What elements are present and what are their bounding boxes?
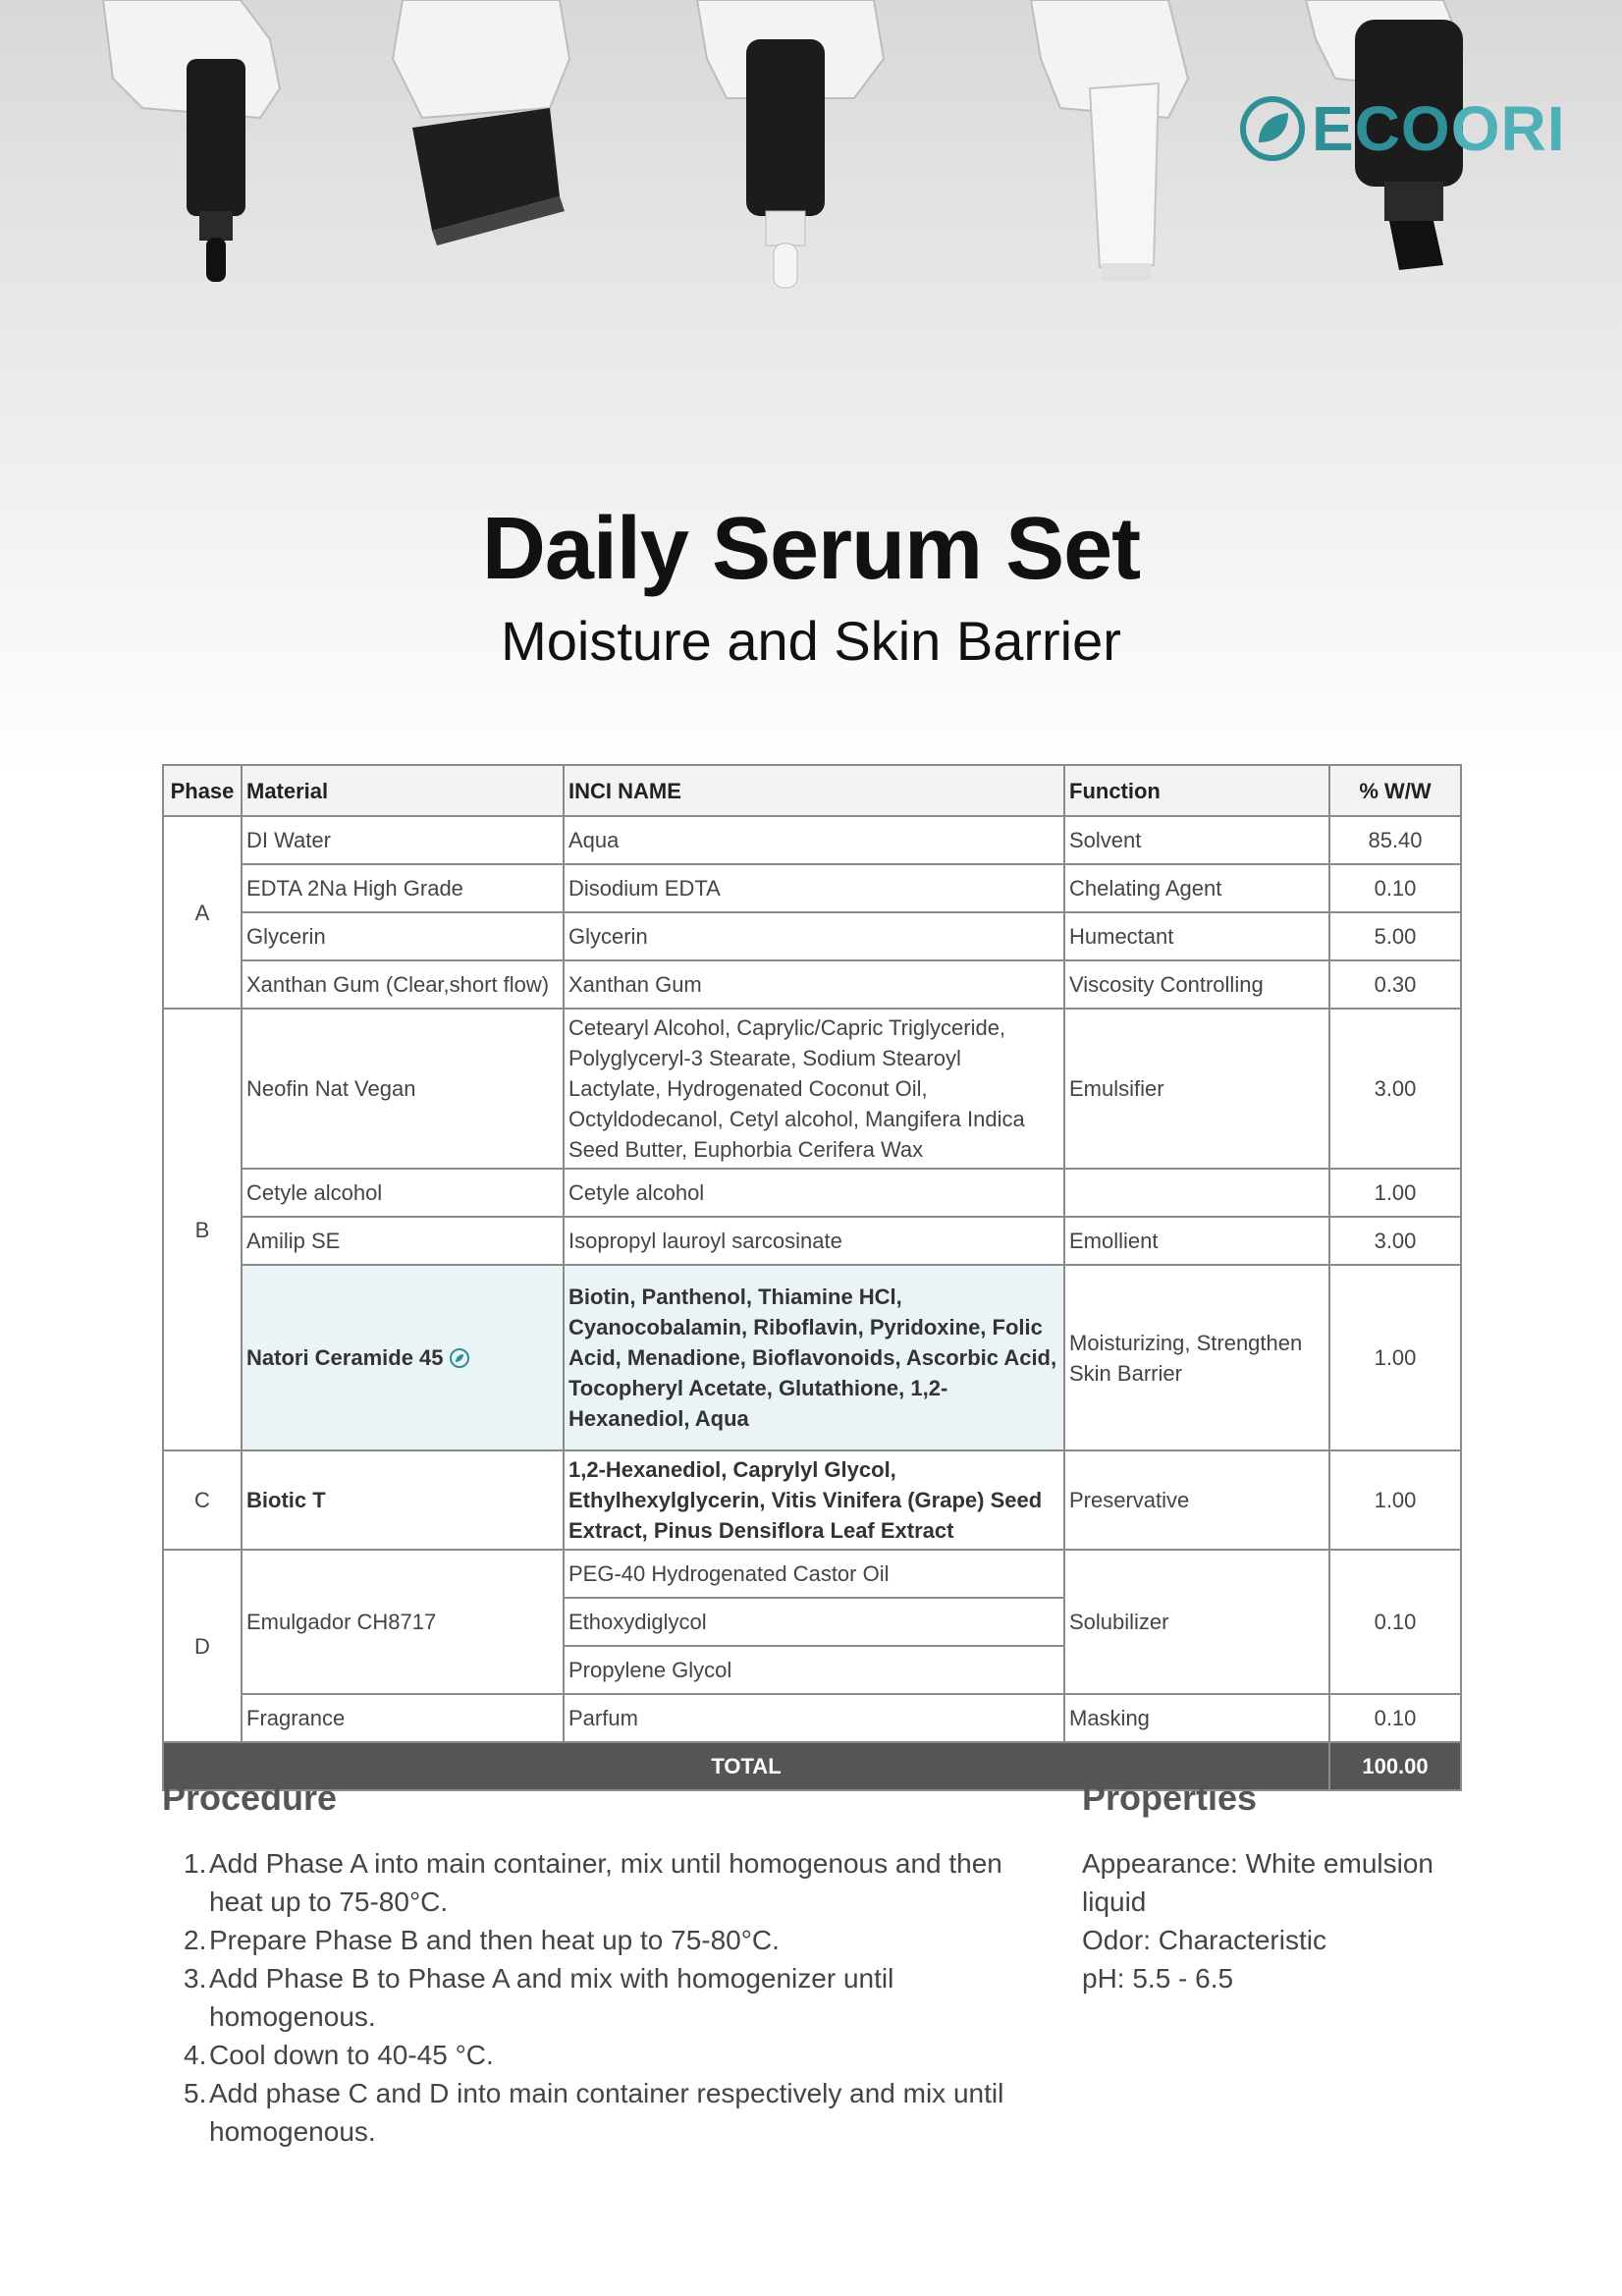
step-text: Add phase C and D into main container respectively and mix until homogenous.	[209, 2078, 1004, 2147]
inci-cell: PEG-40 Hydrogenated Castor Oil	[564, 1550, 1064, 1598]
ww-cell: 0.10	[1329, 864, 1461, 912]
inci-cell: Xanthan Gum	[564, 960, 1064, 1009]
function-cell: Moisturizing, Strengthen Skin Barrier	[1064, 1265, 1329, 1450]
step-text: Add Phase B to Phase A and mix with homogenizer until homogenous.	[209, 1963, 894, 2032]
table-row	[163, 960, 1461, 1009]
table-row	[163, 1217, 1461, 1265]
function-cell: Preservative	[1064, 1450, 1329, 1550]
step-number: 3.	[184, 1963, 207, 1994]
material-cell: Cetyle alcohol	[242, 1169, 564, 1217]
material-cell: EDTA 2Na High Grade	[242, 864, 564, 912]
ww-cell: 0.10	[1329, 1694, 1461, 1742]
inci-cell: Disodium EDTA	[564, 864, 1064, 912]
inci-cell: Cetearyl Alcohol, Caprylic/Capric Triglyceride, Polyglyceryl-3 Stearate, Sodium Stearoyl Lactylate, Hydrogenated Coconut Oil, Octyldodecanol, Cetyl alcohol, Mangifera Indica Seed Butter, Euphorbia Cerifera Wax	[564, 1009, 1064, 1169]
step-number: 5.	[184, 2078, 207, 2108]
logo-text-ori: ORI	[1450, 93, 1566, 164]
table-row	[163, 1694, 1461, 1742]
table-row	[163, 912, 1461, 960]
function-cell: Viscosity Controlling	[1064, 960, 1329, 1009]
material-cell: DI Water	[242, 816, 564, 864]
step-text: Prepare Phase B and then heat up to 75-80°C.	[209, 1925, 780, 1955]
procedure-step	[162, 2074, 1046, 2151]
ww-cell: 5.00	[1329, 912, 1461, 960]
procedure-step	[162, 2036, 1046, 2074]
procedure-step	[162, 1959, 1046, 2036]
hand-with-dropper-bottle-image	[83, 0, 309, 295]
table-row	[163, 1009, 1461, 1169]
procedure-step	[162, 1921, 1046, 1959]
step-text: Cool down to 40-45 °C.	[209, 2040, 494, 2070]
logo-text-eco: ECO	[1312, 93, 1451, 164]
inci-cell: Aqua	[564, 816, 1064, 864]
header-inci: INCI NAME	[564, 765, 1064, 816]
ecoori-logo	[1239, 90, 1565, 167]
material-cell: Xanthan Gum (Clear,short flow)	[242, 960, 564, 1009]
material-cell: Glycerin	[242, 912, 564, 960]
function-cell	[1064, 1169, 1329, 1217]
ww-cell: 3.00	[1329, 1217, 1461, 1265]
procedure-list	[162, 1844, 1046, 2151]
inci-cell: Ethoxydiglycol	[564, 1598, 1064, 1646]
material-cell: Fragrance	[242, 1694, 564, 1742]
logo-wordmark	[1312, 93, 1566, 164]
inci-cell: Glycerin	[564, 912, 1064, 960]
inci-cell: Parfum	[564, 1694, 1064, 1742]
header-function: Function	[1064, 765, 1329, 816]
total-value: 100.00	[1329, 1742, 1461, 1790]
function-cell: Solubilizer	[1064, 1550, 1329, 1694]
function-cell: Humectant	[1064, 912, 1329, 960]
hand-with-tube-image	[1021, 0, 1217, 295]
phase-d-cell: D	[163, 1550, 242, 1742]
table-row	[163, 1169, 1461, 1217]
phase-a-cell: A	[163, 816, 242, 1009]
function-cell: Emollient	[1064, 1217, 1329, 1265]
ww-cell: 0.30	[1329, 960, 1461, 1009]
total-row	[163, 1742, 1461, 1790]
hand-with-serum-bottle-image	[687, 0, 893, 295]
header-phase: Phase	[163, 765, 242, 816]
table-row	[163, 864, 1461, 912]
inci-cell: Biotin, Panthenol, Thiamine HCl, Cyanocobalamin, Riboflavin, Pyridoxine, Folic Acid, Menadione, Bioflavonoids, Ascorbic Acid, Tocopheryl Acetate, Glutathione, 1,2-Hexanediol, Aqua	[564, 1265, 1064, 1450]
step-number: 2.	[184, 1925, 207, 1955]
ww-cell: 1.00	[1329, 1265, 1461, 1450]
material-cell: Amilip SE	[242, 1217, 564, 1265]
function-cell: Emulsifier	[1064, 1009, 1329, 1169]
material-name: Natori Ceramide 45	[246, 1345, 444, 1370]
function-cell: Chelating Agent	[1064, 864, 1329, 912]
function-cell: Solvent	[1064, 816, 1329, 864]
properties-heading: Properties	[1082, 1777, 1258, 1818]
hero-banner	[0, 0, 1622, 776]
table-header-row	[163, 765, 1461, 816]
total-label: TOTAL	[163, 1742, 1329, 1790]
material-cell	[242, 1265, 564, 1450]
ww-cell: 1.00	[1329, 1450, 1461, 1550]
table-row-highlighted	[163, 1265, 1461, 1450]
function-cell: Masking	[1064, 1694, 1329, 1742]
inci-cell: Propylene Glycol	[564, 1646, 1064, 1694]
table-row	[163, 816, 1461, 864]
properties-list	[1082, 1844, 1475, 1997]
hand-with-jar-image	[363, 0, 589, 255]
property-odor: Odor: Characteristic	[1082, 1925, 1326, 1955]
page-title: Daily Serum Set	[481, 500, 1141, 598]
step-number: 4.	[184, 2040, 207, 2070]
ww-cell: 3.00	[1329, 1009, 1461, 1169]
inci-cell: Cetyle alcohol	[564, 1169, 1064, 1217]
material-cell: Biotic T	[242, 1450, 564, 1550]
ww-cell: 0.10	[1329, 1550, 1461, 1694]
inci-cell: Isopropyl lauroyl sarcosinate	[564, 1217, 1064, 1265]
procedure-step	[162, 1844, 1046, 1921]
material-cell: Neofin Nat Vegan	[242, 1009, 564, 1169]
property-appearance: Appearance: White emulsion liquid	[1082, 1848, 1433, 1917]
phase-b-cell: B	[163, 1009, 242, 1450]
header-material: Material	[242, 765, 564, 816]
step-number: 1.	[184, 1848, 207, 1879]
leaf-logo-icon	[1239, 95, 1306, 162]
ecoori-leaf-badge-icon	[450, 1348, 469, 1368]
material-cell: Emulgador CH8717	[242, 1550, 564, 1694]
page-subtitle: Moisture and Skin Barrier	[501, 610, 1121, 672]
ww-cell: 85.40	[1329, 816, 1461, 864]
ww-cell: 1.00	[1329, 1169, 1461, 1217]
phase-c-cell: C	[163, 1450, 242, 1550]
header-ww: % W/W	[1329, 765, 1461, 816]
step-text: Add Phase A into main container, mix until homogenous and then heat up to 75-80°C.	[209, 1848, 1002, 1917]
procedure-heading: Procedure	[162, 1777, 338, 1818]
formulation-table	[162, 764, 1462, 1791]
inci-cell: 1,2-Hexanediol, Caprylyl Glycol, Ethylhexylglycerin, Vitis Vinifera (Grape) Seed Extract, Pinus Densiflora Leaf Extract	[564, 1450, 1064, 1550]
table-row	[163, 1550, 1461, 1598]
table-row	[163, 1450, 1461, 1550]
property-ph: pH: 5.5 - 6.5	[1082, 1963, 1234, 1994]
